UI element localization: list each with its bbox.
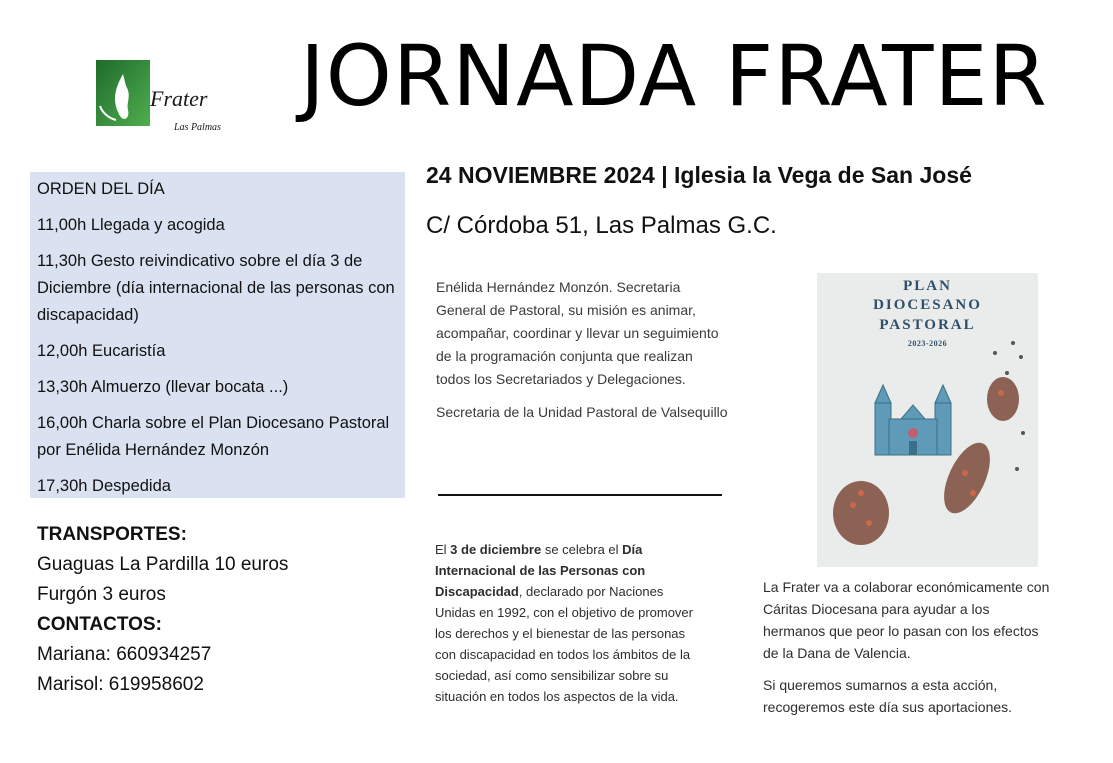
agenda-item: 11,30h Gesto reivindicativo sobre el día 3 de Diciembre (día internacional de las personas con discapacidad) [37,252,395,324]
december-date: 3 de diciembre [450,542,542,557]
cover-title-line: DIOCESANO [873,297,982,313]
transport-line: Guaguas La Pardilla 10 euros [37,554,289,575]
logo-name: Frater [150,86,208,111]
caritas-note [763,576,1053,728]
transport-heading: TRANSPORTES: [37,524,187,545]
agenda-item: 12,00h Eucaristía [37,342,166,360]
agenda-box [30,172,405,498]
agenda-item: 13,30h Almuerzo (llevar bocata ...) [37,378,289,396]
agenda-heading: ORDEN DEL DÍA [37,180,165,198]
agenda-item: 11,00h Llegada y acogida [37,216,225,234]
plan-pastoral-cover-image [817,273,1038,567]
page-title: JORNADA FRATER [300,27,1048,125]
logo-subtitle: Las Palmas [174,122,221,133]
frater-logo [92,56,242,146]
december-text: El [435,542,451,557]
contacts-heading: CONTACTOS: [37,614,162,635]
caritas-paragraph: Si queremos sumarnos a esta acción, recogeremos este día sus aportaciones. [763,677,1013,715]
transport-contacts [37,520,288,700]
december-paragraph [435,539,693,707]
divider-line [438,494,722,496]
event-address: C/ Córdoba 51, Las Palmas G.C. [426,212,777,239]
cover-title-line: PASTORAL [879,317,976,333]
cover-years: 2023-2026 [907,339,948,348]
event-date-place: 24 NOVIEMBRE 2024 | Iglesia la Vega de San José [426,162,972,188]
speaker-bio [436,276,728,434]
december-day-name: Día Internacional de las Personas con Discapacidad [435,542,646,599]
agenda-item: 16,00h Charla sobre el Plan Diocesano Pastoral por Enélida Hernández Monzón [37,414,390,459]
bio-paragraph: Enélida Hernández Monzón. Secretaria General de Pastoral, su misión es animar, acompañar, coordinar y llevar un seguimiento de la programación conjunta que realizan todos los Secretariados y Delegaciones. [436,279,719,387]
december-text: se celebra el [541,542,623,557]
flame-logo-icon [96,60,150,126]
cover-title-line: PLAN [903,278,952,294]
caritas-paragraph: La Frater va a colaborar económicamente con Cáritas Diocesana para ayudar a los hermanos que peor lo pasan con los efectos de la Dana de Valencia. [763,579,1050,661]
bio-paragraph: Secretaria de la Unidad Pastoral de Valsequillo [436,404,728,420]
contact-line: Mariana: 660934257 [37,644,212,665]
december-text: , declarado por Naciones Unidas en 1992, con el objetivo de promover los derechos y el bienestar de las personas con discapacidad en todos los ámbitos de la sociedad, así como sensibilizar sobre su situación en todos los aspectos de la vida. [435,584,693,704]
agenda-item: 17,30h Despedida [37,477,171,495]
contact-line: Marisol: 619958602 [37,674,204,695]
transport-line: Furgón 3 euros [37,584,166,605]
